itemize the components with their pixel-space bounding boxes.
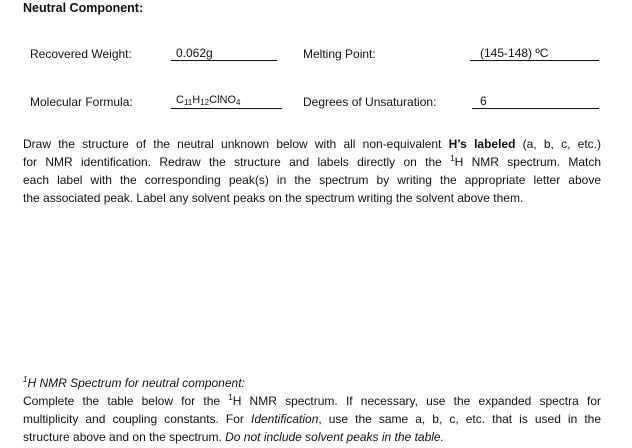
- nmr-line-1: Complete the table below for the $^1$H NMR spectrum. If necessary, use the expanded spectra for: [23, 393, 601, 408]
- recovered-weight-label: Recovered Weight:: [30, 47, 132, 61]
- instructions-line-2: for NMR identification. Redraw the structure and labels directly on the $^1$H NMR spectrum. Match: [23, 154, 601, 169]
- instructions-line-4: the associated peak. Label any solvent peaks on the spectrum writing the solvent above them.: [23, 191, 524, 205]
- recovered-weight-field[interactable]: 0.062g: [171, 46, 277, 61]
- formula-c-subscript: 11: [183, 98, 193, 107]
- nmr-line-2: multiplicity and coupling constants. For Identification, use the same a, b, c, etc. that is used in the: [23, 412, 601, 426]
- instructions-line-1: Draw the structure of the neutral unknown below with all non-equivalent H’s labeled (a, b, c, etc.): [23, 137, 601, 151]
- instructions-line-3: each label with the corresponding peak(s) in the spectrum by writing the appropriate letter above: [23, 173, 601, 187]
- instructions-paragraph: [23, 135, 601, 207]
- melting-point-label: Melting Point:: [303, 47, 376, 61]
- molecular-formula-label: Molecular Formula:: [30, 95, 133, 109]
- section-heading: Neutral Component:: [23, 1, 144, 15]
- formula-c: C: [176, 94, 184, 106]
- formula-h-subscript: 12: [200, 98, 210, 107]
- formula-h: H: [192, 94, 201, 106]
- formula-rest: ClNO: [209, 94, 237, 106]
- instructions-bold: H’s labeled: [448, 137, 516, 151]
- molecular-formula-field[interactable]: [171, 94, 282, 109]
- nmr-line-3: structure above and on the spectrum. Do not include solvent peaks in the table.: [23, 430, 444, 444]
- formula-o-subscript: 4: [236, 98, 241, 107]
- unsaturation-label: Degrees of Unsaturation:: [303, 95, 437, 109]
- unsaturation-field[interactable]: 6: [472, 94, 599, 109]
- melting-point-field[interactable]: (145-148) ºC: [470, 46, 599, 61]
- nmr-section-title: $^1$H NMR Spectrum for neutral component:: [23, 375, 245, 390]
- nmr-section: [23, 374, 601, 446]
